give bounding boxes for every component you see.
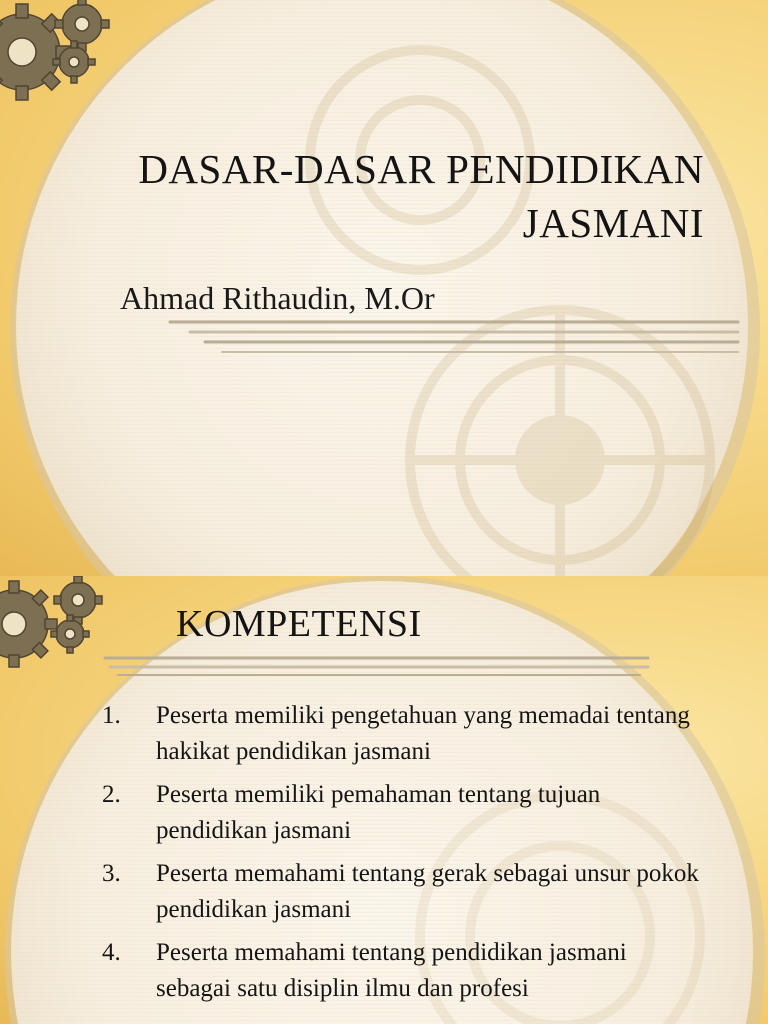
gear-icon bbox=[0, 0, 109, 100]
list-item-number: 2. bbox=[102, 781, 121, 808]
list-item-number: 1. bbox=[102, 702, 121, 729]
list-item-text: Peserta memiliki pengetahuan yang memadai tentang hakikat pendidikan jasmani bbox=[156, 702, 690, 765]
list-item-number: 3. bbox=[102, 860, 121, 887]
list-item bbox=[102, 856, 702, 928]
list-item bbox=[102, 777, 702, 849]
slide-title bbox=[64, 142, 704, 250]
list-item-number: 4. bbox=[102, 939, 121, 966]
slide-subtitle-author: Ahmad Rithaudin, M.Or bbox=[120, 280, 435, 316]
gear-icon bbox=[0, 576, 102, 667]
competency-list bbox=[102, 698, 702, 1014]
list-item bbox=[102, 698, 702, 770]
list-item-text: Peserta memahami tentang gerak sebagai unsur pokok pendidikan jasmani bbox=[156, 860, 699, 923]
slide-title-line-2: JASMANI bbox=[522, 200, 704, 246]
list-item-text: Peserta memahami tentang pendidikan jasmani sebagai satu disiplin ilmu dan profesi bbox=[156, 939, 627, 1002]
list-item bbox=[102, 935, 702, 1007]
slide-title-line-1: DASAR-DASAR PENDIDIKAN bbox=[138, 146, 704, 192]
competency-slide bbox=[0, 576, 768, 1024]
list-item-text: Peserta memiliki pemahaman tentang tujuan pendidikan jasmani bbox=[156, 781, 601, 844]
slide-title: KOMPETENSI bbox=[176, 603, 422, 645]
